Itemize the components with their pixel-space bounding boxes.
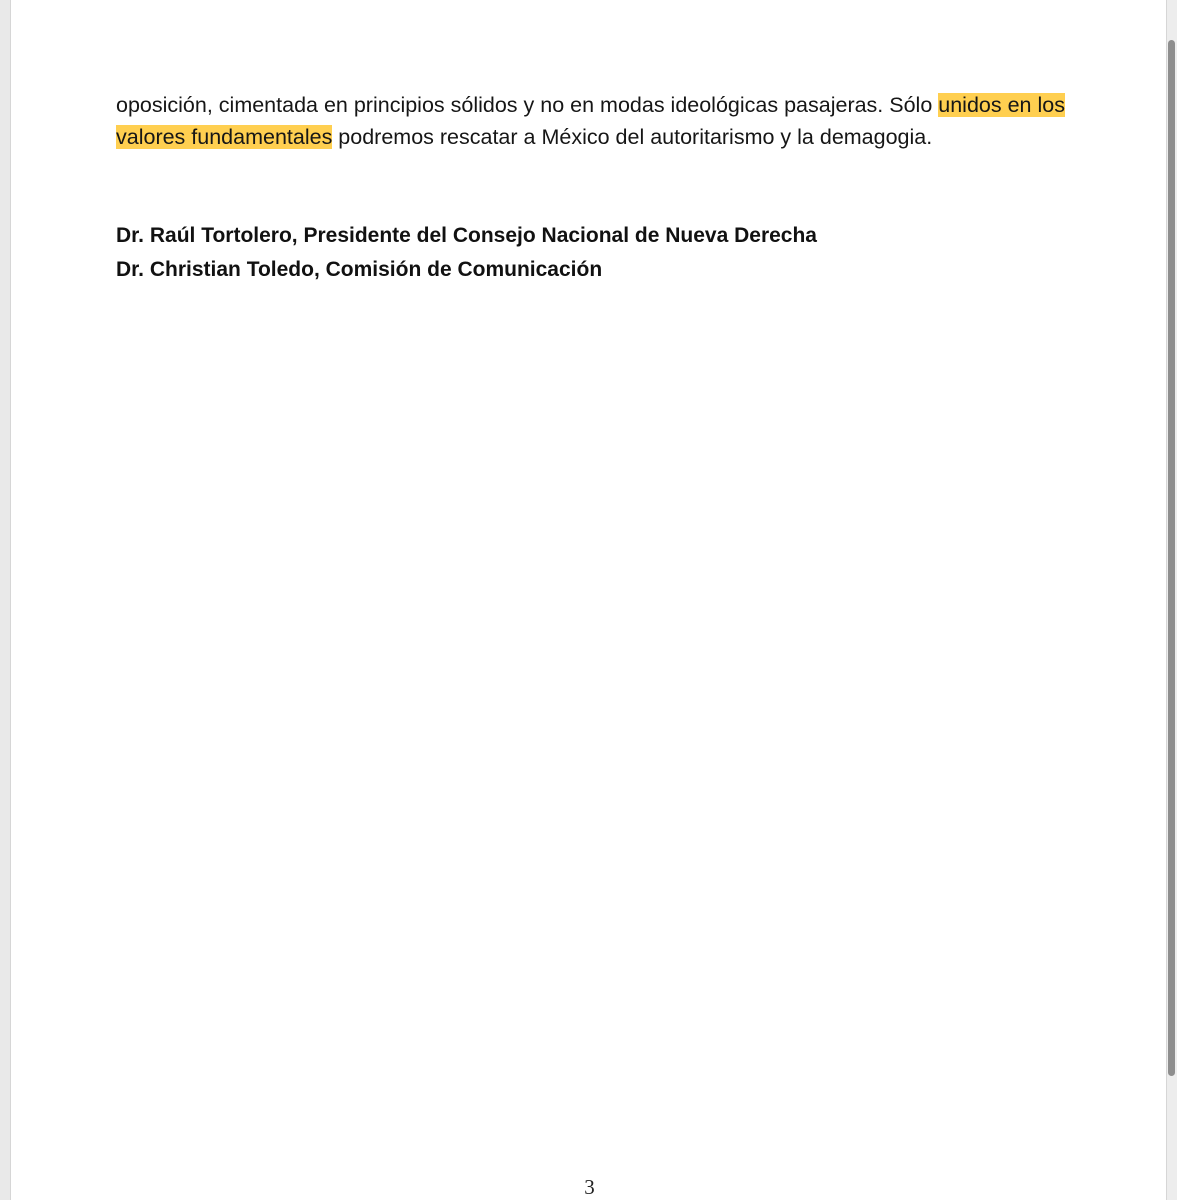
signature-line-1: Dr. Raúl Tortolero, Presidente del Consejo Nacional de Nueva Derecha — [116, 224, 817, 247]
signature-line-2: Dr. Christian Toledo, Comisión de Comunicación — [116, 258, 603, 281]
vertical-scrollbar[interactable] — [1167, 0, 1177, 1200]
paragraph-text-start: oposición, cimentada en principios sólidos y no en modas ideológicas pasajeras. Sólo — [116, 93, 939, 117]
scrollbar-thumb[interactable] — [1168, 40, 1175, 1076]
highlighted-text[interactable]: unidos en los valores fundamentales — [116, 93, 1065, 149]
page-number: 3 — [584, 1175, 595, 1199]
paragraph-text-end: podremos rescatar a México del autoritarismo y la demagogia. — [332, 125, 933, 149]
body-paragraph — [116, 89, 1076, 153]
document-page — [10, 0, 1167, 1200]
